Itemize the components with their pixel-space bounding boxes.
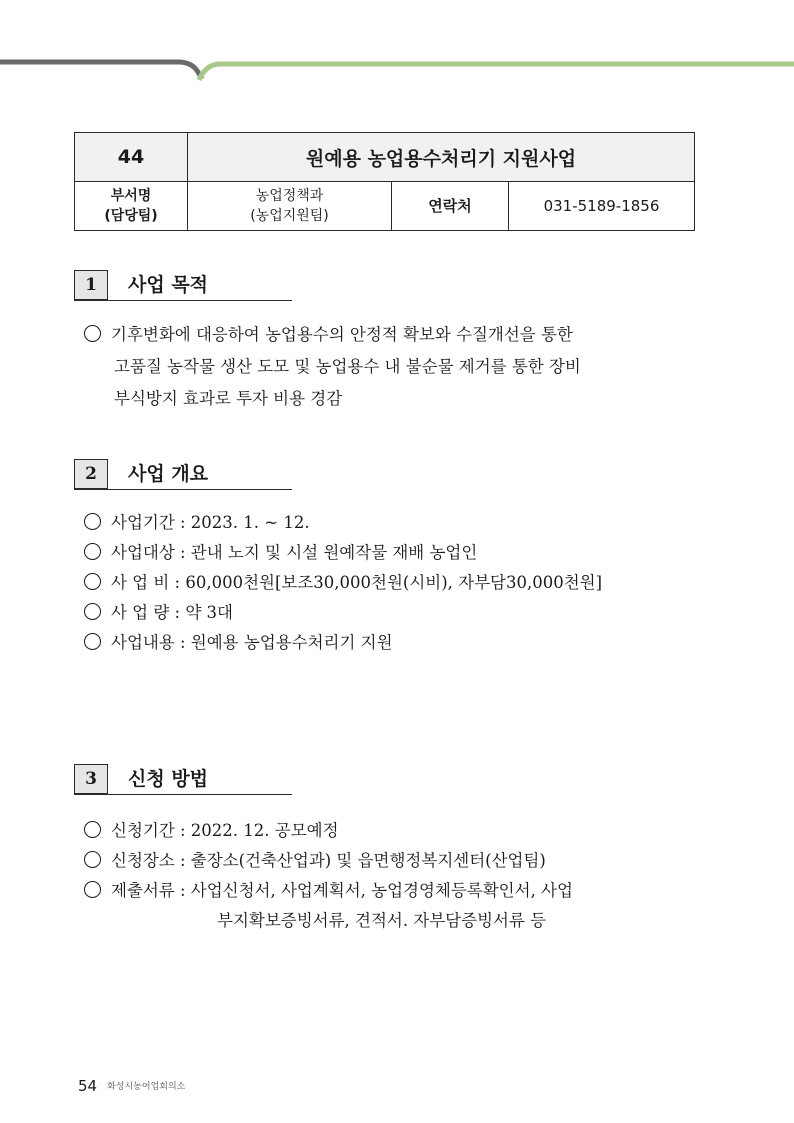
contact-value: 031-5189-1856 [509, 182, 695, 231]
org-name: 화성시농어업회의소 [107, 1082, 186, 1092]
list-item: 신청장소 : 출장소(건축산업과) 및 읍면행정복지센터(산업팀) [84, 846, 704, 876]
circle-bullet-icon [84, 851, 101, 868]
section-number: 2 [74, 459, 108, 489]
list-item: 사업대상 : 관내 노지 및 시설 원예작물 재배 농업인 [84, 538, 704, 568]
section-heading-application [74, 764, 292, 795]
header-decoration [0, 0, 794, 90]
section-heading-purpose [74, 270, 292, 301]
section-title: 신청 방법 [128, 768, 209, 790]
purpose-line: 부식방지 효과로 투자 비용 경감 [114, 389, 343, 408]
list-item: 제출서류 : 사업신청서, 사업계획서, 농업경영체등록확인서, 사업 [84, 876, 704, 906]
project-info-table [74, 132, 695, 231]
purpose-line: 고품질 농작물 생산 도모 및 농업용수 내 불순물 제거를 통한 장비 [114, 357, 581, 376]
dept-value-line1: 농업정책과 [255, 188, 324, 204]
circle-bullet-icon [84, 633, 101, 650]
circle-bullet-icon [84, 603, 101, 620]
page-number: 54 [78, 1077, 98, 1095]
list-item: 사업내용 : 원예용 농업용수처리기 지원 [84, 628, 704, 658]
overview-list [84, 508, 704, 658]
circle-bullet-icon [84, 573, 101, 590]
purpose-line: 기후변화에 대응하여 농업용수의 안정적 확보와 수질개선을 통한 [84, 319, 696, 351]
dept-label [75, 182, 188, 231]
contact-label: 연락처 [392, 182, 509, 231]
project-number: 44 [75, 133, 188, 182]
circle-bullet-icon [84, 821, 101, 838]
section-title: 사업 목적 [128, 274, 209, 296]
list-item: 사업기간 : 2023. 1. ~ 12. [84, 508, 704, 538]
dept-label-line1: 부서명 [110, 188, 152, 204]
purpose-paragraph [84, 319, 696, 415]
circle-bullet-icon [84, 325, 101, 342]
section-number: 1 [74, 270, 108, 300]
circle-bullet-icon [84, 513, 101, 530]
list-item: 사 업 량 : 약 3대 [84, 598, 704, 628]
list-item-continuation: 부지확보증빙서류, 견적서. 자부담증빙서류 등 [217, 911, 547, 930]
section-title: 사업 개요 [128, 463, 209, 485]
circle-bullet-icon [84, 881, 101, 898]
list-item: 사 업 비 : 60,000천원[보조30,000천원(시비), 자부담30,000천원] [84, 568, 704, 598]
project-title: 원예용 농업용수처리기 지원사업 [188, 133, 695, 182]
section-number: 3 [74, 764, 108, 794]
application-list [84, 816, 704, 936]
dept-value-line2: (농업지원팀) [250, 208, 329, 224]
circle-bullet-icon [84, 543, 101, 560]
page-footer [78, 1077, 185, 1095]
list-item: 신청기간 : 2022. 12. 공모예정 [84, 816, 704, 846]
dept-label-line2: (담당팀) [104, 208, 158, 224]
section-heading-overview [74, 459, 292, 490]
dept-value [188, 182, 392, 231]
